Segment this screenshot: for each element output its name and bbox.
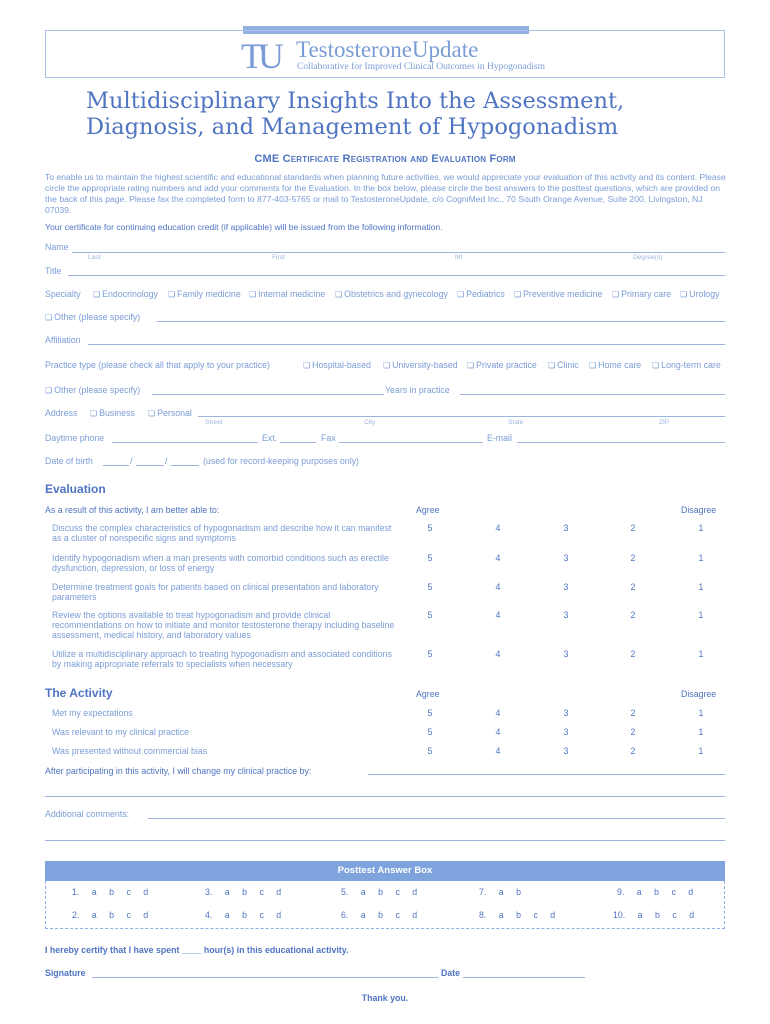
ext-field[interactable] [280, 442, 316, 443]
evaluation-objective-3-rating-2[interactable]: 2 [630, 582, 636, 592]
years-in-practice-field[interactable] [460, 394, 725, 395]
evaluation-objective-4-rating-5[interactable]: 5 [427, 610, 433, 620]
posttest-answer-10[interactable]: 10. a b c d [613, 910, 695, 920]
affiliation-field[interactable] [88, 344, 725, 345]
affiliation-label: Affiliation [45, 335, 81, 345]
name-sub-first: First [272, 254, 285, 261]
evaluation-objective-1-rating-3[interactable]: 3 [563, 523, 569, 533]
practice-hospital-checkbox[interactable]: ❏ Hospital-based [303, 360, 371, 370]
activity-item-1-rating-4[interactable]: 4 [495, 708, 501, 718]
activity-item-1-rating-2[interactable]: 2 [630, 708, 636, 718]
evaluation-objective-5-rating-2[interactable]: 2 [630, 649, 636, 659]
practice-change-label: After participating in this activity, I will change my clinical practice by: [45, 766, 312, 776]
activity-item-2-rating-5[interactable]: 5 [427, 727, 433, 737]
evaluation-objective-1: Discuss the complex characteristics of hypogonadism and describe how it can manifest as a cluster of nonspecific signs and symptoms [52, 523, 392, 543]
name-label: Name [45, 242, 69, 252]
logo-name: TestosteroneUpdate [296, 37, 479, 62]
certify-statement: I hereby certify that I have spent ____ hour(s) in this educational activity. [45, 945, 349, 955]
evaluation-objective-3-rating-3[interactable]: 3 [563, 582, 569, 592]
address-sub-zip: ZIP [659, 419, 670, 426]
evaluation-objective-2-rating-4[interactable]: 4 [495, 553, 501, 563]
evaluation-heading: Evaluation [45, 482, 106, 496]
posttest-answer-8[interactable]: 8. a b c d [479, 910, 556, 920]
address-sub-street: Street [205, 419, 223, 426]
address-business-checkbox[interactable]: ❏ Business [90, 408, 135, 418]
evaluation-objective-2: Identify hypogonadism when a man presents with comorbid conditions such as erectile dysfunction, depression, or loss of energy [52, 553, 389, 573]
comments-field-1[interactable] [148, 818, 725, 819]
dob-year-field[interactable] [171, 465, 199, 466]
activity-item-2-rating-3[interactable]: 3 [563, 727, 569, 737]
posttest-answer-9[interactable]: 9. a b c d [617, 887, 694, 897]
evaluation-objective-4-rating-2[interactable]: 2 [630, 610, 636, 620]
practice-home-care-checkbox[interactable]: ❏ Home care [589, 360, 641, 370]
evaluation-objective-1-rating-1[interactable]: 1 [698, 523, 704, 533]
name-sub-degree: Degree(s) [633, 254, 663, 261]
phone-field[interactable] [112, 442, 258, 443]
name-sub-mi: MI [455, 254, 463, 261]
posttest-answer-1[interactable]: 1. a b c d [72, 887, 149, 897]
practice-private-checkbox[interactable]: ❏ Private practice [467, 360, 537, 370]
evaluation-agree-label: Agree [416, 505, 440, 515]
specialty-family-medicine-checkbox[interactable]: ❏ Family medicine [168, 289, 241, 299]
activity-item-3-rating-2[interactable]: 2 [630, 746, 636, 756]
thank-you: Thank you. [361, 993, 409, 1003]
date-label: Date [441, 968, 461, 978]
evaluation-objective-5-rating-1[interactable]: 1 [698, 649, 704, 659]
address-label: Address [45, 408, 78, 418]
specialty-obgyn-checkbox[interactable]: ❏ Obstetrics and gynecology [335, 289, 448, 299]
specialty-pediatrics-checkbox[interactable]: ❏ Pediatrics [457, 289, 505, 299]
activity-disagree-label: Disagree [681, 689, 717, 699]
page-title: Multidisciplinary Insights Into the Assessment, Diagnosis, and Management of Hypogonadism [86, 88, 625, 140]
dob-day-field[interactable] [136, 465, 164, 466]
logo-tagline: Collaborative for Improved Clinical Outcomes in Hypogonadism [297, 62, 546, 72]
name-field[interactable] [72, 252, 725, 253]
ext-label: Ext. [262, 433, 278, 443]
posttest-answer-2[interactable]: 2. a b c d [72, 910, 149, 920]
activity-agree-label: Agree [416, 689, 440, 699]
practice-other-field[interactable] [152, 394, 384, 395]
phone-label: Daytime phone [45, 433, 105, 443]
evaluation-objective-4-rating-1[interactable]: 1 [698, 610, 704, 620]
posttest-answer-4[interactable]: 4. a b c d [205, 910, 282, 920]
title-field[interactable] [68, 275, 725, 276]
evaluation-objective-2-rating-1[interactable]: 1 [698, 553, 704, 563]
dob-slash-1: / [130, 456, 133, 466]
years-in-practice-label: Years in practice [385, 385, 450, 395]
posttest-answer-5[interactable]: 5. a b c d [341, 887, 418, 897]
evaluation-objective-1-rating-4[interactable]: 4 [495, 523, 501, 533]
evaluation-objective-4-rating-3[interactable]: 3 [563, 610, 569, 620]
practice-long-term-care-checkbox[interactable]: ❏ Long-term care [652, 360, 721, 370]
date-field[interactable] [463, 977, 585, 978]
certificate-note: Your certificate for continuing education credit (if applicable) will be issued from the following information. [45, 222, 443, 232]
comments-label: Additional comments: [45, 809, 130, 819]
comments-field-2[interactable] [45, 840, 725, 841]
evaluation-objective-2-rating-5[interactable]: 5 [427, 553, 433, 563]
address-personal-checkbox[interactable]: ❏ Personal [148, 408, 192, 418]
posttest-answer-6[interactable]: 6. a b c d [341, 910, 418, 920]
specialty-other-field[interactable] [157, 321, 725, 322]
evaluation-objective-5: Utilize a multidisciplinary approach to treating hypogonadism and associated conditions by making appropriate referrals to specialists when necessary [52, 649, 392, 669]
practice-clinic-checkbox[interactable]: ❏ Clinic [548, 360, 579, 370]
practice-type-label: Practice type (please check all that apply to your practice) [45, 360, 270, 370]
evaluation-objective-5-rating-5[interactable]: 5 [427, 649, 433, 659]
form-subtitle: CME Certificate Registration and Evaluation Form [254, 153, 516, 165]
activity-item-2-rating-4[interactable]: 4 [495, 727, 501, 737]
activity-item-3-rating-1[interactable]: 1 [698, 746, 704, 756]
evaluation-objective-2-rating-3[interactable]: 3 [563, 553, 569, 563]
evaluation-objective-3-rating-4[interactable]: 4 [495, 582, 501, 592]
address-field[interactable] [198, 416, 725, 417]
evaluation-objective-3: Determine treatment goals for patients based on clinical presentation and laboratory parameters [52, 582, 379, 602]
activity-heading: The Activity [45, 686, 113, 700]
posttest-answer-3[interactable]: 3. a b c d [205, 887, 282, 897]
signature-label: Signature [45, 968, 86, 978]
activity-item-3-rating-4[interactable]: 4 [495, 746, 501, 756]
evaluation-objective-3-rating-1[interactable]: 1 [698, 582, 704, 592]
practice-change-field-2[interactable] [45, 796, 725, 797]
specialty-primary-care-checkbox[interactable]: ❏ Primary care [612, 289, 671, 299]
posttest-answer-7[interactable]: 7. a b [479, 887, 522, 897]
address-sub-state: State [508, 419, 524, 426]
title-label: Title [45, 266, 62, 276]
practice-university-checkbox[interactable]: ❏ University-based [383, 360, 458, 370]
posttest-heading: Posttest Answer Box [45, 861, 725, 881]
specialty-label: Specialty [45, 289, 81, 299]
evaluation-objective-4-rating-4[interactable]: 4 [495, 610, 501, 620]
dob-month-field[interactable] [103, 465, 129, 466]
specialty-preventive-medicine-checkbox[interactable]: ❏ Preventive medicine [514, 289, 602, 299]
activity-item-1-rating-5[interactable]: 5 [427, 708, 433, 718]
evaluation-objective-4: Review the options available to treat hypogonadism and provide clinical recommendations on how to initiate and monitor testosterone therapy including baseline assessment, medical history, and laboratory values [52, 610, 395, 640]
evaluation-objective-3-rating-5[interactable]: 5 [427, 582, 433, 592]
intro-paragraph: To enable us to maintain the highest scientific and educational standards when planning future activities, we would appreciate your evaluation of this activity and its content. Please circle the appropriate rating numbers and add your comments for the Evaluation. In the box below, please circle the best answers to the posttest questions, which are provided on the back of this page. Please fax the completed form to 877-403-5765 or mail to TestosteroneUpdate, c/o CogniMed Inc., 70 South Orange Avenue, Suite 200, Livingston, NJ 07039. [45, 172, 726, 215]
fax-label: Fax [321, 433, 336, 443]
activity-item-1: Met my expectations [52, 708, 133, 718]
activity-item-3-rating-3[interactable]: 3 [563, 746, 569, 756]
fax-field[interactable] [339, 442, 483, 443]
email-label: E-mail [487, 433, 512, 443]
dob-note: (used for record-keeping purposes only) [203, 456, 359, 466]
activity-item-3-rating-5[interactable]: 5 [427, 746, 433, 756]
logo-mark: TU [241, 36, 279, 76]
activity-item-3: Was presented without commercial bias [52, 746, 208, 756]
practice-other-checkbox[interactable]: ❏ Other (please specify) [45, 385, 140, 395]
evaluation-objective-1-rating-2[interactable]: 2 [630, 523, 636, 533]
evaluation-objective-5-rating-3[interactable]: 3 [563, 649, 569, 659]
specialty-endocrinology-checkbox[interactable]: ❏ Endocrinology [93, 289, 158, 299]
signature-field[interactable] [92, 977, 438, 978]
activity-item-1-rating-3[interactable]: 3 [563, 708, 569, 718]
activity-item-2-rating-2[interactable]: 2 [630, 727, 636, 737]
address-sub-city: City [364, 419, 376, 426]
activity-item-2-rating-1[interactable]: 1 [698, 727, 704, 737]
practice-change-field-1[interactable] [368, 774, 725, 775]
evaluation-objective-1-rating-5[interactable]: 5 [427, 523, 433, 533]
evaluation-objective-2-rating-2[interactable]: 2 [630, 553, 636, 563]
specialty-other-checkbox[interactable]: ❏ Other (please specify) [45, 312, 140, 322]
dob-slash-2: / [165, 456, 168, 466]
specialty-urology-checkbox[interactable]: ❏ Urology [680, 289, 719, 299]
dob-label: Date of birth [45, 456, 93, 466]
name-sub-last: Last [88, 254, 101, 261]
evaluation-objective-5-rating-4[interactable]: 4 [495, 649, 501, 659]
evaluation-prompt: As a result of this activity, I am better able to: [45, 505, 220, 515]
email-field[interactable] [517, 442, 725, 443]
activity-item-2: Was relevant to my clinical practice [52, 727, 190, 737]
evaluation-disagree-label: Disagree [681, 505, 717, 515]
activity-item-1-rating-1[interactable]: 1 [698, 708, 704, 718]
specialty-internal-medicine-checkbox[interactable]: ❏ Internal medicine [249, 289, 325, 299]
